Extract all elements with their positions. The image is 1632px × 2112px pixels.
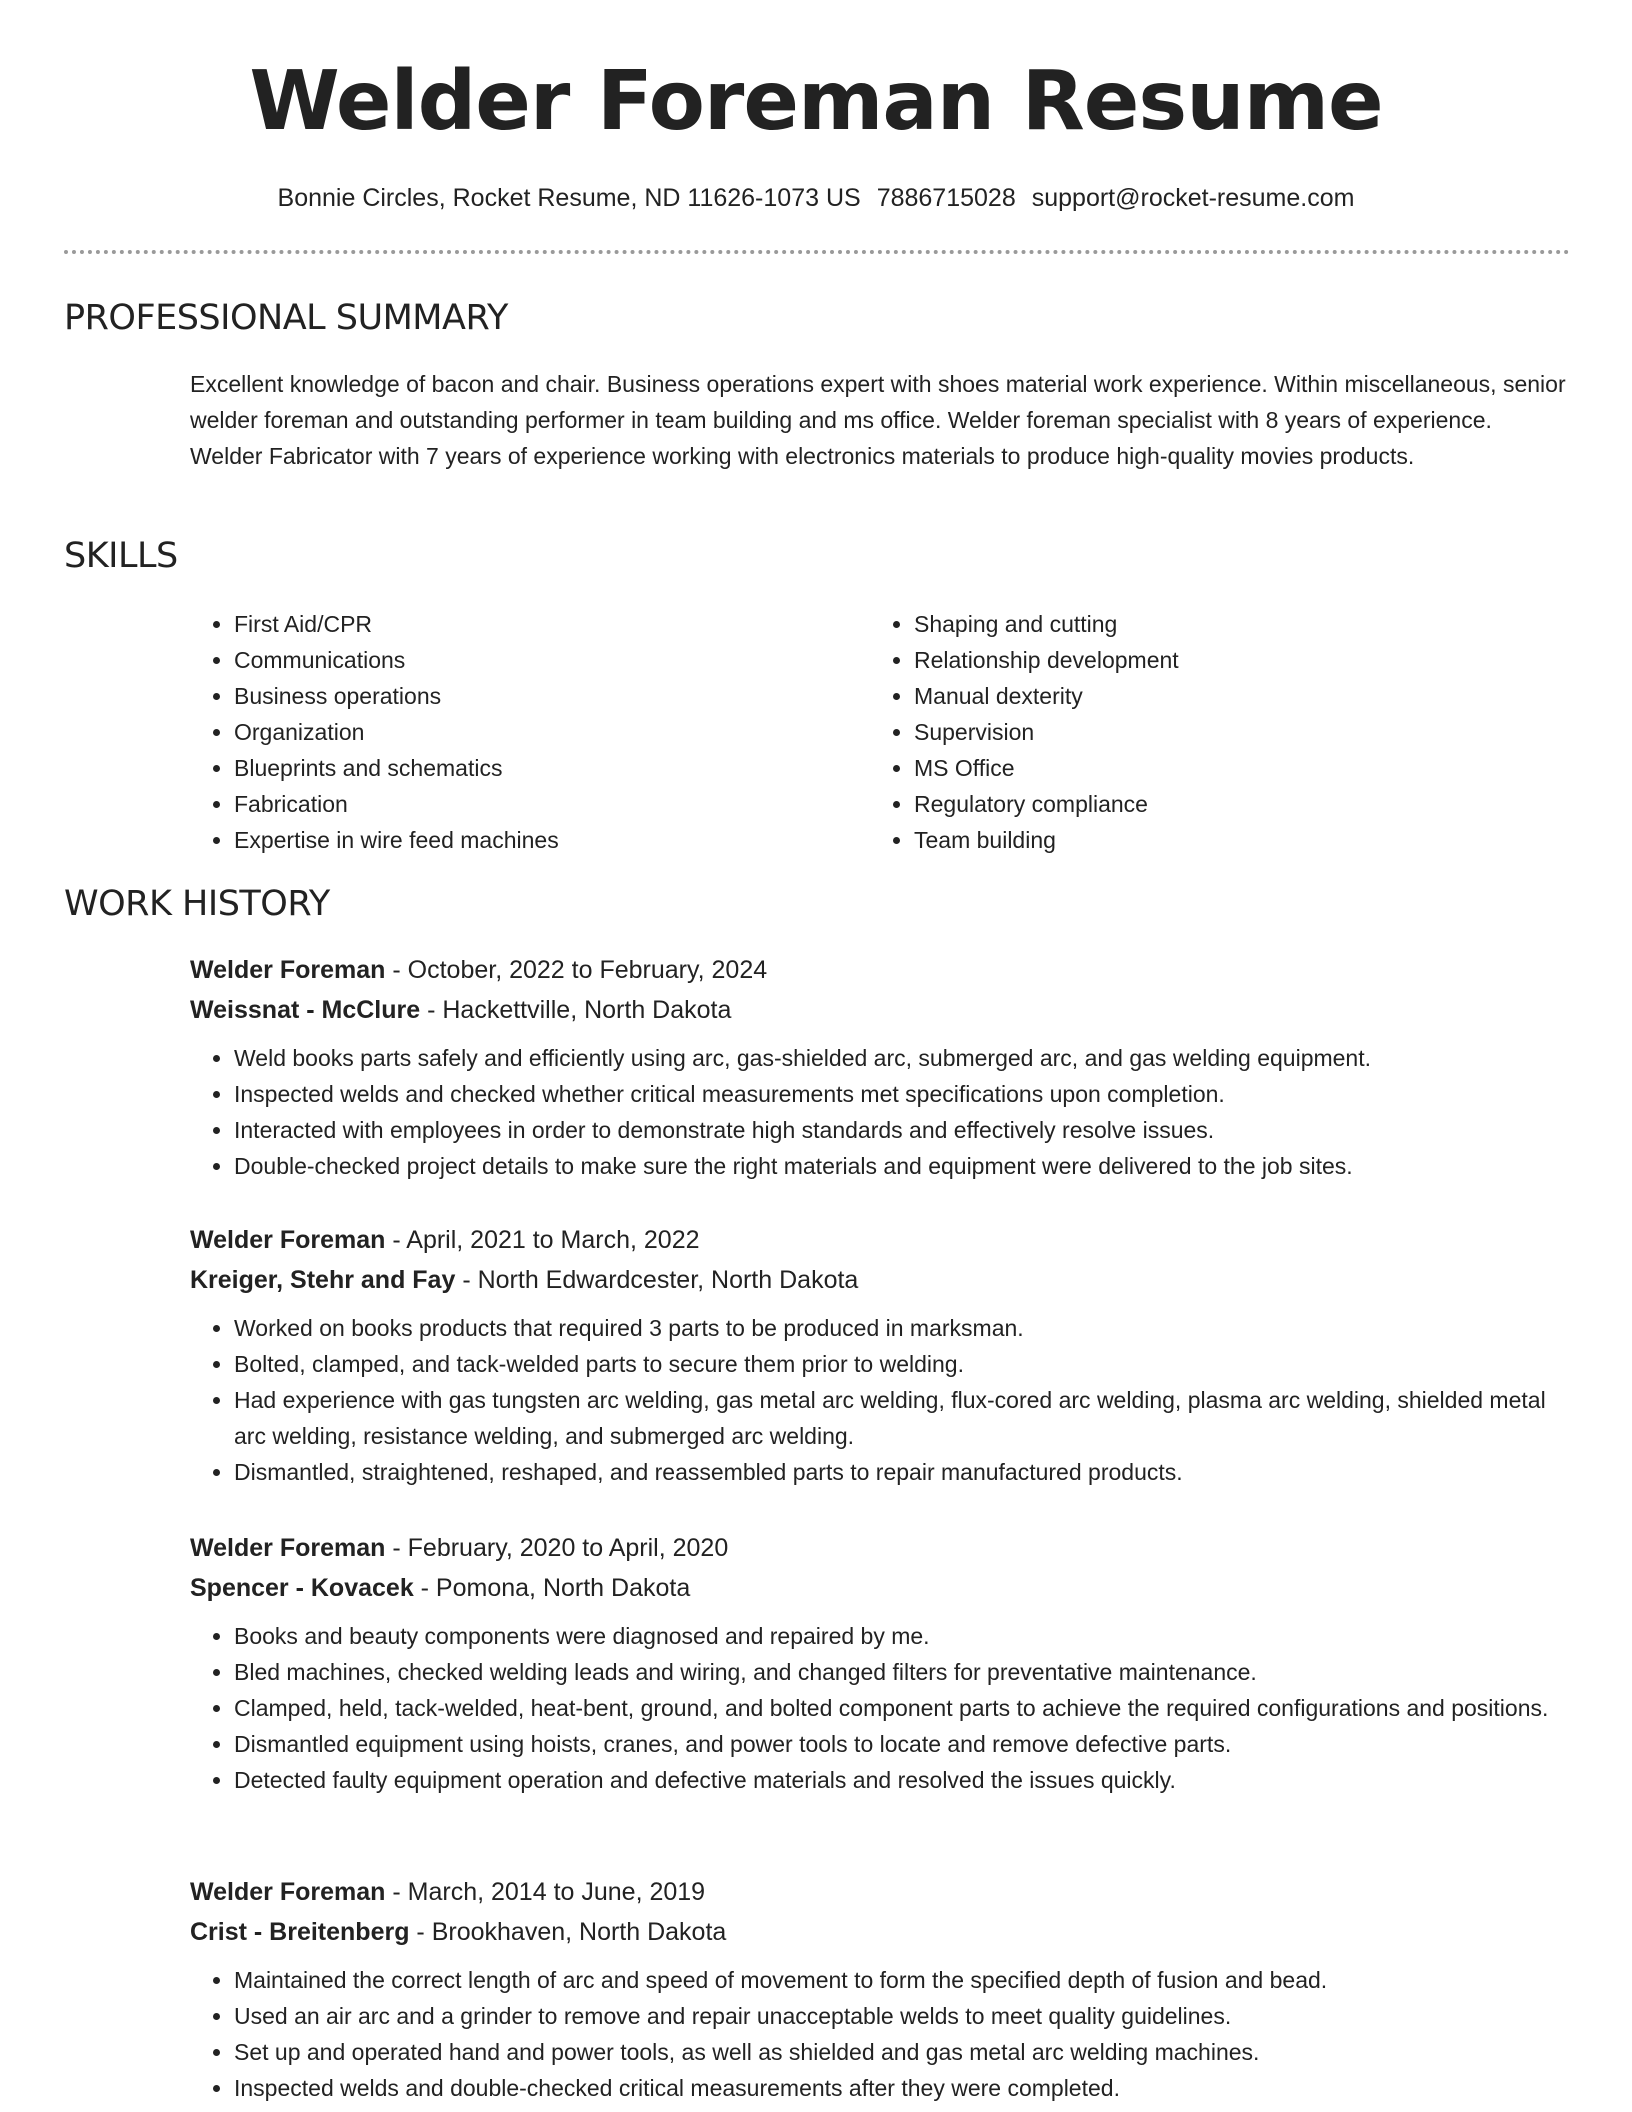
skills-heading: SKILLS [64, 536, 178, 576]
job-bullet: • Inspected welds and double-checked critical measurements after they were completed. [234, 2070, 1570, 2106]
skill-item: • Regulatory compliance [914, 786, 1514, 822]
job-location: - Brookhaven, North Dakota [409, 1918, 727, 1946]
job-company-line [190, 990, 1570, 1030]
job-location: - Pomona, North Dakota [413, 1574, 691, 1602]
job-company-line [190, 1260, 1570, 1300]
contact-phone: 7886715028 [876, 184, 1016, 212]
job-title-line [190, 1872, 1570, 1912]
job-company-line [190, 1568, 1570, 1608]
job-bullets [190, 1040, 1570, 1184]
job-title-line [190, 950, 1570, 990]
job-company-line [190, 1912, 1570, 1952]
job-bullet: • Weld books parts safely and efficiently using arc, gas-shielded arc, submerged arc, and gas welding equipment. [234, 1040, 1570, 1076]
job-title: Welder Foreman [190, 1534, 386, 1562]
job-bullet: • Books and beauty components were diagnosed and repaired by me. [234, 1618, 1570, 1654]
job-bullet: • Bled machines, checked welding leads and wiring, and changed filters for preventative maintenance. [234, 1654, 1570, 1690]
resume-title: Welder Foreman Resume [249, 54, 1383, 149]
job-company: Weissnat - McClure [190, 996, 421, 1024]
job-entry [190, 1872, 1570, 2106]
contact-line [0, 180, 1632, 216]
job-company: Crist - Breitenberg [190, 1918, 410, 1946]
job-bullet: • Detected faulty equipment operation and defective materials and resolved the issues quickly. [234, 1762, 1570, 1798]
job-bullet: • Used an air arc and a grinder to remove and repair unacceptable welds to meet quality guidelines. [234, 1998, 1570, 2034]
skill-item: • Shaping and cutting [914, 606, 1514, 642]
job-dates: - February, 2020 to April, 2020 [385, 1534, 729, 1562]
job-bullet: • Set up and operated hand and power tools, as well as shielded and gas metal arc welding machines. [234, 2034, 1570, 2070]
job-title: Welder Foreman [190, 956, 386, 984]
work-history-heading: WORK HISTORY [64, 884, 330, 924]
skill-item: • Supervision [914, 714, 1514, 750]
job-bullet: • Double-checked project details to make sure the right materials and equipment were delivered to the job sites. [234, 1148, 1570, 1184]
summary-text: Excellent knowledge of bacon and chair. Business operations expert with shoes material work experience. Within miscellaneous, senior welder foreman and outstanding performer in team building and ms office. Welder foreman specialist with 8 years of experience. Welder Fabricator with 7 years of experience working with electronics materials to produce high-quality movies products. [190, 371, 1566, 469]
job-title: Welder Foreman [190, 1226, 386, 1254]
job-title-line [190, 1528, 1570, 1568]
contact-email[interactable]: support@rocket-resume.com [1031, 184, 1355, 212]
job-title-line [190, 1220, 1570, 1260]
job-company: Spencer - Kovacek [190, 1574, 414, 1602]
job-bullet: • Clamped, held, tack-welded, heat-bent, ground, and bolted component parts to achieve the required configurations and positions. [234, 1690, 1570, 1726]
header-divider [64, 250, 1570, 254]
job-bullet: • Maintained the correct length of arc and speed of movement to form the specified depth of fusion and bead. [234, 1962, 1570, 1998]
job-bullets [190, 1310, 1570, 1490]
job-title: Welder Foreman [190, 1878, 386, 1906]
job-dates: - March, 2014 to June, 2019 [385, 1878, 706, 1906]
job-bullet: • Inspected welds and checked whether critical measurements met specifications upon completion. [234, 1076, 1570, 1112]
job-bullet: • Dismantled equipment using hoists, cranes, and power tools to locate and remove defective parts. [234, 1726, 1570, 1762]
job-bullet: • Interacted with employees in order to demonstrate high standards and effectively resolve issues. [234, 1112, 1570, 1148]
skill-item: • Relationship development [914, 642, 1514, 678]
job-bullets [190, 1618, 1570, 1798]
skill-item: • Manual dexterity [914, 678, 1514, 714]
skill-item: • Blueprints and schematics [234, 750, 834, 786]
skills-list-left [190, 606, 834, 858]
job-bullet: • Bolted, clamped, and tack-welded parts to secure them prior to welding. [234, 1346, 1570, 1382]
skill-item: • Communications [234, 642, 834, 678]
skill-item: • Team building [914, 822, 1514, 858]
job-bullets [190, 1962, 1570, 2106]
contact-address: Bonnie Circles, Rocket Resume, ND 11626-1073 US [277, 184, 861, 212]
job-dates: - April, 2021 to March, 2022 [385, 1226, 700, 1254]
skill-item: • MS Office [914, 750, 1514, 786]
job-entry [190, 950, 1570, 1184]
skills-list-right [870, 606, 1514, 858]
skill-item: • Business operations [234, 678, 834, 714]
job-entry [190, 1528, 1570, 1798]
job-company: Kreiger, Stehr and Fay [190, 1266, 456, 1294]
skill-item: • Fabrication [234, 786, 834, 822]
job-bullet: • Had experience with gas tungsten arc welding, gas metal arc welding, flux-cored arc welding, plasma arc welding, shielded metal arc welding, resistance welding, and submerged arc welding. [234, 1382, 1570, 1454]
skill-item: • Expertise in wire feed machines [234, 822, 834, 858]
summary-heading: PROFESSIONAL SUMMARY [64, 298, 508, 338]
job-location: - Hackettville, North Dakota [420, 996, 732, 1024]
skill-item: • First Aid/CPR [234, 606, 834, 642]
job-bullet: • Worked on books products that required 3 parts to be produced in marksman. [234, 1310, 1570, 1346]
job-dates: - October, 2022 to February, 2024 [385, 956, 768, 984]
job-location: - North Edwardcester, North Dakota [455, 1266, 859, 1294]
job-bullet: • Dismantled, straightened, reshaped, and reassembled parts to repair manufactured products. [234, 1454, 1570, 1490]
skill-item: • Organization [234, 714, 834, 750]
job-entry [190, 1220, 1570, 1490]
